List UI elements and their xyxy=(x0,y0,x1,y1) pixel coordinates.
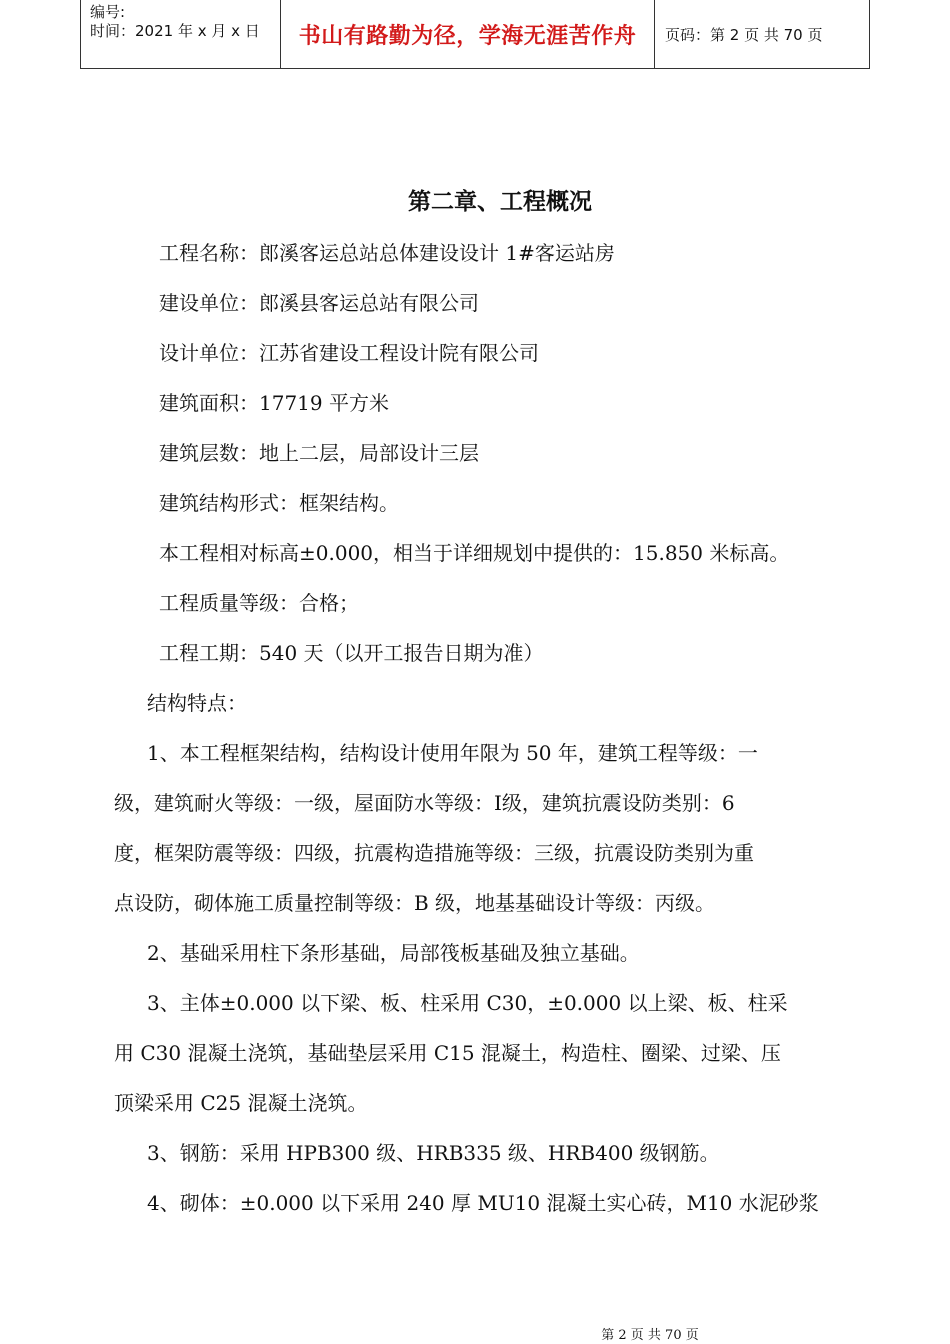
item2-line: 2、基础采用柱下条形基础，局部筏板基础及独立基础。 xyxy=(147,941,640,965)
item3b-line: 3、钢筋：采用 HPB300 级、HRB335 级、HRB400 级钢筋。 xyxy=(147,1141,720,1165)
item1-line-1: 1、本工程框架结构，结构设计使用年限为 50 年，建筑工程等级：一 xyxy=(147,741,758,765)
chapter-title: 第二章、工程概况 xyxy=(408,189,592,215)
project-name-line: 工程名称：郎溪客运总站总体建设设计 1#客运站房 xyxy=(159,241,615,265)
elevation-line: 本工程相对标高±0.000，相当于详细规划中提供的：15.850 米标高。 xyxy=(159,541,790,565)
page-header xyxy=(80,0,870,69)
designer-line: 设计单位：江苏省建设工程设计院有限公司 xyxy=(159,341,539,365)
item3-line-1: 3、主体±0.000 以下梁、板、柱采用 C30，±0.000 以上梁、板、柱采 xyxy=(147,991,788,1015)
area-line: 建筑面积：17719 平方米 xyxy=(159,391,389,415)
structure-type-line: 建筑结构形式：框架结构。 xyxy=(159,491,399,515)
quality-line: 工程质量等级：合格； xyxy=(159,591,359,615)
page-footer: 第 2 页 共 70 页 xyxy=(601,1328,699,1343)
builder-line: 建设单位：郎溪县客运总站有限公司 xyxy=(159,291,479,315)
floors-line: 建筑层数：地上二层，局部设计三层 xyxy=(159,441,479,465)
features-heading: 结构特点： xyxy=(147,691,247,715)
number-label: 编号: xyxy=(90,3,126,21)
item1-line-4: 点设防，砌体施工质量控制等级：B 级，地基基础设计等级：丙级。 xyxy=(114,891,716,915)
item3-line-3: 顶梁采用 C25 混凝土浇筑。 xyxy=(114,1091,368,1115)
header-motto: 书山有路勤为径，学海无涯苦作舟 xyxy=(281,0,655,68)
item4-line: 4、砌体：±0.000 以下采用 240 厚 MU10 混凝土实心砖，M10 水泥砂浆 xyxy=(147,1191,819,1215)
item1-line-2: 级，建筑耐火等级：一级，屋面防水等级：Ⅰ级，建筑抗震设防类别：6 xyxy=(114,791,735,815)
item3-line-2: 用 C30 混凝土浇筑，基础垫层采用 C15 混凝土，构造柱、圈梁、过梁、压 xyxy=(114,1041,781,1065)
header-page-info: 页码：第 2 页 共 70 页 xyxy=(655,0,870,68)
duration-line: 工程工期：540 天（以开工报告日期为准） xyxy=(159,641,544,665)
time-label: 时间：2021 年 x 月 x 日 xyxy=(90,22,260,40)
header-meta xyxy=(80,0,281,68)
item1-line-3: 度，框架防震等级：四级，抗震构造措施等级：三级，抗震设防类别为重 xyxy=(114,841,754,865)
